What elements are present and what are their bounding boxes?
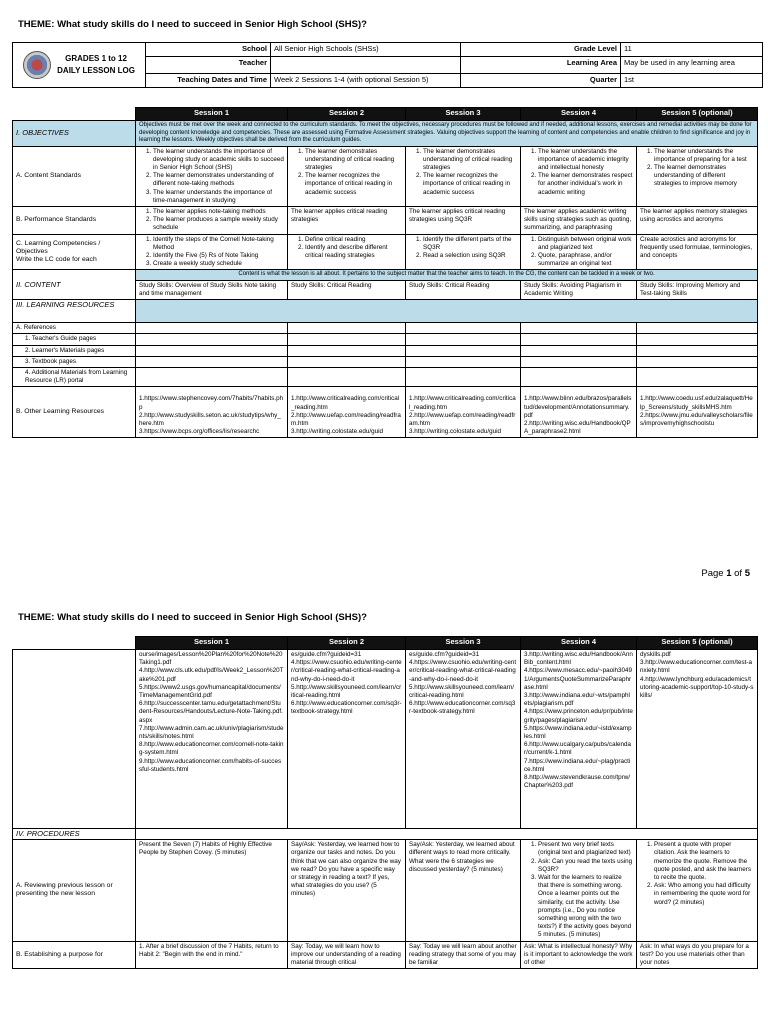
ref-cell bbox=[521, 334, 637, 345]
competencies-s2 bbox=[288, 234, 406, 270]
list-item: 3. Create a weekly study schedule bbox=[153, 260, 284, 268]
list-item: 2. The learner produces a sample weekly study schedule bbox=[153, 216, 284, 232]
ref-cell bbox=[136, 345, 288, 356]
content-standards-row bbox=[13, 146, 758, 206]
list-item: 1. Present two very brief texts (original text and plagiarized text) bbox=[538, 841, 633, 857]
content-s5: Study Skills: Improving Memory and Test-taking Skills bbox=[637, 280, 758, 299]
performance-standards-label: B. Performance Standards bbox=[13, 206, 136, 234]
logo-line-1: GRADES 1 to 12 bbox=[65, 54, 127, 63]
dates-value: Week 2 Sessions 1-4 (with optional Session 5) bbox=[271, 74, 461, 88]
competencies-s3 bbox=[406, 234, 521, 270]
urls-s1: ourse/images/Lesson%20Plan%20for%20Note%20Taking1.pdf 4.http://www.cls.utk.edu/pdf/ls/Week2_Lesson%20Take%201.pdf 5.https://www2.usgs.gov/humancapital/documents/TimeManagementGrid.pdf 6.http://successcenter.tamu.edu/getattachment/Student-Resources/Handouts/Lecture-Note-Taking.pdf.aspx 7.http://www.admin.cam.ac.uk/univ/plagiarism/students/skills/notes.html 8.http://www.educationcorner.com/cornell-note-taking-system.html 9.http://www.educationcorner.com/habits-of-successful-students.html bbox=[136, 650, 288, 829]
content-s1: Study Skills: Overview of Study Skills Note taking and time management bbox=[136, 280, 288, 299]
purpose-s2: Say: Today, we will learn how to improve our understanding of a reading material through critical bbox=[288, 941, 406, 969]
performance-s4: The learner applies academic writing skills using strategies such as quoting, summarizing, and paraphrasing bbox=[521, 206, 637, 234]
page-label: Page bbox=[701, 568, 724, 579]
purpose-s1: 1. After a brief discussion of the 7 Habits, return to Habit 2: "Begin with the end in mind." bbox=[136, 941, 288, 969]
ref-row bbox=[13, 368, 758, 387]
ref-cell bbox=[288, 334, 406, 345]
objectives-label: I. OBJECTIVES bbox=[13, 121, 136, 147]
ref-row bbox=[13, 345, 758, 356]
ref-cell bbox=[521, 345, 637, 356]
session-2-header: Session 2 bbox=[288, 637, 406, 650]
session-header-row bbox=[13, 108, 758, 121]
theme-heading-page2 bbox=[18, 612, 367, 623]
list-item: 2. The learner recognizes the importance of critical reading in academic success bbox=[423, 172, 517, 197]
ref-cell bbox=[406, 323, 521, 334]
ref-label-4: 4. Additional Materials from Learning Resource (LR) portal bbox=[13, 368, 136, 387]
page-of: of bbox=[734, 568, 743, 579]
list-item: 2. The learner demonstrates respect for another individual's work in academic writing bbox=[538, 172, 633, 197]
logo-line-2: DAILY LESSON LOG bbox=[57, 66, 135, 75]
session-header-row bbox=[13, 637, 758, 650]
other-s4: 1.http://www.blinn.edu/brazos/parallelstud/development/Annotationsummary.pdf 2.http://writing.wisc.edu/Handbook/QPA_paraphrase2.html bbox=[521, 387, 637, 438]
performance-s1 bbox=[136, 206, 288, 234]
ref-label-1: 1. Teacher's Guide pages bbox=[13, 334, 136, 345]
grade-value: 11 bbox=[621, 43, 763, 57]
competencies-label-1: C. Learning Competencies / Objectives bbox=[16, 239, 101, 255]
review-label: A. Reviewing previous lesson or presenting the new lesson bbox=[13, 840, 136, 941]
session-2-header: Session 2 bbox=[288, 108, 406, 121]
performance-s3: The learner applies critical reading strategies using SQ3R bbox=[406, 206, 521, 234]
list-item: 1. Identify the steps of the Cornell Note-taking Method bbox=[153, 236, 284, 252]
list-item: 1. The learner understands the importance of developing study or academic skills to succeed in Senior High School (SHS) bbox=[153, 148, 284, 173]
objectives-note: Objectives must be met over the week and connected to the curriculum standards. To meet the objectives, necessary procedures must be followed and if needed, additional lessons, exercises and remedial activities may be done for developing content knowledge and competencies. These are assessed using Formative Assessment strategies. Valuing objectives support the learning of content and competencies and enable children to find significance and joy in learning the lessons. Weekly objectives shall be derived from the curriculum guides. bbox=[136, 121, 758, 147]
list-item: 2. Identify the Five (5) Rs of Note Taking bbox=[153, 252, 284, 260]
procedures-band bbox=[136, 829, 758, 840]
list-item: 1. The learner applies note-taking methods bbox=[153, 208, 284, 216]
lesson-table-page1 bbox=[12, 107, 758, 438]
competencies-s4 bbox=[521, 234, 637, 270]
ref-cell bbox=[136, 323, 288, 334]
lesson-table-page2 bbox=[12, 636, 758, 969]
session-5-header: Session 5 (optional) bbox=[637, 637, 758, 650]
other-resources-row bbox=[13, 387, 758, 438]
session-4-header: Session 4 bbox=[521, 637, 637, 650]
ref-row bbox=[13, 323, 758, 334]
page-current: 1 bbox=[726, 568, 732, 579]
area-value: May be used in any learning area bbox=[621, 57, 763, 74]
competencies-label-2: Write the LC code for each bbox=[16, 256, 97, 264]
school-label: School bbox=[146, 43, 271, 57]
session-3-header: Session 3 bbox=[406, 108, 521, 121]
list-item: 2. The learner demonstrates understanding of different note-taking methods bbox=[153, 172, 284, 188]
competencies-s1 bbox=[136, 234, 288, 270]
content-note: Content is what the lesson is all about. It pertains to the subject matter that the teacher aims to teach. In the CG, the content can be tackled in a week or two. bbox=[136, 270, 758, 281]
list-item: 3. Wait for the learners to realize that there is something wrong. Once a learner points out the similarity, cut the activity. Use prompts (i.e., Do you notice something wrong with the two texts?) if the activity goes beyond 5 minutes. (5 minutes) bbox=[538, 874, 633, 940]
list-item: 2. Read a selection using SQ3R bbox=[423, 252, 517, 260]
purpose-s5: Ask: In what ways do you prepare for a test? Do you use materials other than your notes bbox=[637, 941, 758, 969]
session-1-header: Session 1 bbox=[136, 108, 288, 121]
page-number bbox=[701, 568, 750, 579]
ref-cell bbox=[637, 323, 758, 334]
review-row bbox=[13, 840, 758, 941]
ref-cell bbox=[136, 356, 288, 367]
ref-cell bbox=[637, 334, 758, 345]
list-item: 3. The learner understands the importance of time-management in studying bbox=[153, 189, 284, 205]
teacher-value bbox=[271, 57, 461, 74]
theme-label: THEME: bbox=[18, 612, 55, 623]
ref-row bbox=[13, 356, 758, 367]
other-s2: 1.http://www.criticalreading.com/critical_reading.htm 2.http://www.uefap.com/reading/readfram.htm 3.http://writing.colostate.edu/guid bbox=[288, 387, 406, 438]
session-1-header: Session 1 bbox=[136, 637, 288, 650]
ref-label-3: 3. Textbook pages bbox=[13, 356, 136, 367]
list-item: 1. The learner understands the importance of academic integrity and intellectual honesty bbox=[538, 148, 633, 173]
ref-cell bbox=[637, 356, 758, 367]
review-s4 bbox=[521, 840, 637, 941]
urls-s3: es/guide.cfm?guideid=31 4.https://www.csuohio.edu/writing-center/critical-reading-what-critical-reading-and-why-do-i-need-do-it 5.http://www.skillsyouneed.com/learn/critical-reading.html 6.http://www.educationcorner.com/sq3r-textbook-strategy.html bbox=[406, 650, 521, 829]
other-s3: 1.http://www.criticalreading.com/critical_reading.htm 2.http://www.uefap.com/reading/readfram.htm 3.http://writing.colostate.edu/guid bbox=[406, 387, 521, 438]
list-item: 2. Identify and describe different critical reading strategies bbox=[305, 244, 402, 260]
performance-s5: The learner applies memory strategies using acrostics and acronyms bbox=[637, 206, 758, 234]
performance-s2: The learner applies critical reading strategies bbox=[288, 206, 406, 234]
ref-cell bbox=[288, 323, 406, 334]
area-label: Learning Area bbox=[461, 57, 621, 74]
other-s5: 1.http://www.coedu.usf.edu/zalaquett/Help_Screens/study_skillsMHS.htm 2.https://www.jmu.edu/valleyscholars/files/improvemyhighschoolstu bbox=[637, 387, 758, 438]
list-item: 2. The learner recognizes the importance of critical reading in academic success bbox=[305, 172, 402, 197]
purpose-s3: Say: Today we will learn about another reading strategy that some of you may be familiar bbox=[406, 941, 521, 969]
session-3-header: Session 3 bbox=[406, 637, 521, 650]
ref-cell bbox=[288, 356, 406, 367]
review-s2: Say/Ask: Yesterday, we learned how to organize our tasks and notes. Do you think that we can also organize the way we read? Do you have a specific way or strategy in reading a text? If yes, what strategies do you use? (5 minutes) bbox=[288, 840, 406, 941]
competencies-label bbox=[13, 234, 136, 270]
content-standards-s2 bbox=[288, 146, 406, 206]
list-item: 1. The learner demonstrates understanding of critical reading strategies bbox=[305, 148, 402, 173]
other-resources-label: B. Other Learning Resources bbox=[13, 387, 136, 438]
list-item: 1. Distinguish between original work and plagiarized text bbox=[538, 236, 633, 252]
header-table bbox=[12, 42, 763, 88]
objectives-row bbox=[13, 121, 758, 147]
list-item: 1. Identify the different parts of the SQ3R bbox=[423, 236, 517, 252]
ref-cell bbox=[406, 334, 521, 345]
list-item: 1. Define critical reading bbox=[305, 236, 402, 244]
content-standards-s3 bbox=[406, 146, 521, 206]
list-item: 2. Ask: Can you read the texts using SQ3R? bbox=[538, 858, 633, 874]
ref-row bbox=[13, 334, 758, 345]
procedures-label: IV. PROCEDURES bbox=[13, 829, 136, 840]
theme-question: What study skills do I need to succeed in Senior High School (SHS)? bbox=[57, 612, 367, 623]
content-standards-s5 bbox=[637, 146, 758, 206]
list-item: 2. The learner demonstrates understanding of different strategies to improve memory bbox=[654, 164, 754, 189]
ref-cell bbox=[406, 345, 521, 356]
urls-s5: dyskills.pdf 3.http://www.educationcorner.com/test-anxiety.html 4.http://www.lynchburg.edu/academics/tutoring-academic-support/top-10-study-skills/ bbox=[637, 650, 758, 829]
content-standards-s1 bbox=[136, 146, 288, 206]
purpose-s4: Ask: What is intellectual honesty? Why is it important to acknowledge the work of other bbox=[521, 941, 637, 969]
competencies-row bbox=[13, 234, 758, 270]
review-s3: Say/Ask: Yesterday, we learned about different ways to read more critically. What were the 6 strategies we discussed yesterday? (5 minutes) bbox=[406, 840, 521, 941]
urls-label-blank bbox=[13, 650, 136, 829]
ref-cell bbox=[521, 368, 637, 387]
purpose-label: B. Establishing a purpose for bbox=[13, 941, 136, 969]
competencies-s5: Create acrostics and acronyms for frequently used formulae, terminologies, and concepts bbox=[637, 234, 758, 270]
quarter-label: Quarter bbox=[461, 74, 621, 88]
theme-label: THEME: bbox=[18, 19, 55, 30]
content-row bbox=[13, 270, 758, 281]
review-s5 bbox=[637, 840, 758, 941]
other-s1: 1.https://www.stephencovey.com/7habits/7habits.php 2.http://www.studyskills.seton.ac.uk/studytips/why_here.htm 3.https://www.bcps.org/offices/lis/researchc bbox=[136, 387, 288, 438]
list-item: 2. Ask: Who among you had difficulty in remembering the quote word for word? (2 minutes) bbox=[654, 882, 754, 907]
urls-s4: 3.http://writing.wisc.edu/Handbook/AnnBib_content.html 4.https://www.mesacc.edu/~paoih30491/ArgumentsQuoteSummarizeParaphrase.html 3.http://www.indiana.edu/~wts/pamphlets/plagiarism.pdf 4.https://www.princeton.edu/pr/pub/integrity/pages/plagiarism/ 5.https://www.indiana.edu/~istd/examples.html 6.http://www.ucalgary.ca/pubs/calendar/current/k-1.html 7.https://www.indiana.edu/~plag/practice.html 8.http://www.stevendkrause.com/tprw/Chapter%203.pdf bbox=[521, 650, 637, 829]
resources-band bbox=[136, 300, 758, 323]
deped-seal-icon bbox=[23, 51, 51, 79]
purpose-row bbox=[13, 941, 758, 969]
urls-continued-row bbox=[13, 650, 758, 829]
page-total: 5 bbox=[744, 568, 750, 579]
content-standards-s4 bbox=[521, 146, 637, 206]
content-label: II. CONTENT bbox=[13, 270, 136, 300]
ref-label-0: A. References bbox=[13, 323, 136, 334]
list-item: 1. The learner understands the importance of preparing for a test bbox=[654, 148, 754, 164]
ref-cell bbox=[406, 356, 521, 367]
ref-cell bbox=[136, 368, 288, 387]
logo-cell bbox=[13, 43, 146, 88]
grade-label: Grade Level bbox=[461, 43, 621, 57]
ref-cell bbox=[521, 323, 637, 334]
ref-cell bbox=[637, 345, 758, 356]
logo-text bbox=[57, 53, 135, 77]
blank-corner bbox=[13, 637, 136, 650]
procedures-row bbox=[13, 829, 758, 840]
content-standards-label: A. Content Standards bbox=[13, 146, 136, 206]
resources-label: III. LEARNING RESOURCES bbox=[13, 300, 136, 323]
ref-cell bbox=[406, 368, 521, 387]
ref-cell bbox=[521, 356, 637, 367]
urls-s2: es/guide.cfm?guideid=31 4.https://www.csuohio.edu/writing-center/critical-reading-what-critical-reading-and-why-do-i-need-do-it 5.http://www.skillsyouneed.com/learn/critical-reading.html 6.http://www.educationcorner.com/sq3r-textbook-strategy.html bbox=[288, 650, 406, 829]
theme-heading bbox=[18, 19, 367, 30]
ref-label-2: 2. Learner's Materials pages bbox=[13, 345, 136, 356]
performance-standards-row bbox=[13, 206, 758, 234]
ref-cell bbox=[288, 368, 406, 387]
list-item: 1. The learner demonstrates understanding of critical reading strategies bbox=[423, 148, 517, 173]
teacher-label: Teacher bbox=[146, 57, 271, 74]
dates-label: Teaching Dates and Time bbox=[146, 74, 271, 88]
quarter-value: 1st bbox=[621, 74, 763, 88]
theme-question: What study skills do I need to succeed in Senior High School (SHS)? bbox=[57, 19, 367, 30]
list-item: 2. Quote, paraphrase, and/or summarize an original text bbox=[538, 252, 633, 268]
content-s3: Study Skills: Critical Reading bbox=[406, 280, 521, 299]
session-5-header: Session 5 (optional) bbox=[637, 108, 758, 121]
school-value: All Senior High Schools (SHSs) bbox=[271, 43, 461, 57]
ref-cell bbox=[136, 334, 288, 345]
blank-corner bbox=[13, 108, 136, 121]
list-item: 1. Present a quote with proper citation. Ask the learners to memorize the quote. Remove the quote posted, and ask the learners to recite the quote. bbox=[654, 841, 754, 882]
review-s1: Present the Seven (7) Habits of Highly Effective People by Stephen Covey. (5 minutes) bbox=[136, 840, 288, 941]
content-s4: Study Skills: Avoiding Plagiarism in Academic Writing bbox=[521, 280, 637, 299]
session-4-header: Session 4 bbox=[521, 108, 637, 121]
ref-cell bbox=[288, 345, 406, 356]
ref-cell bbox=[637, 368, 758, 387]
content-s2: Study Skills: Critical Reading bbox=[288, 280, 406, 299]
resources-row bbox=[13, 300, 758, 323]
